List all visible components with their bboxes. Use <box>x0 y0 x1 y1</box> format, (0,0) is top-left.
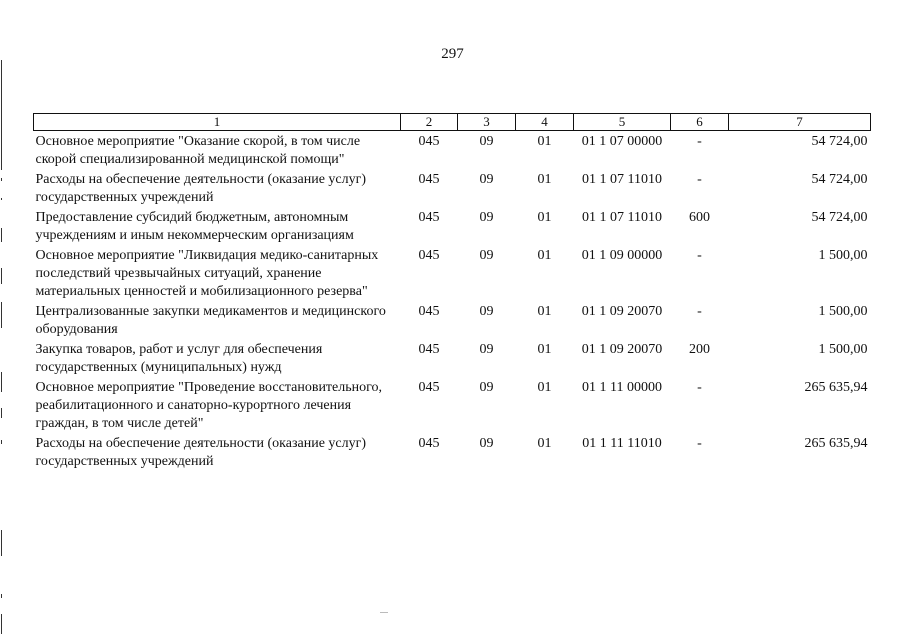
row-pr: 01 <box>537 134 552 149</box>
row-vr: - <box>697 134 702 149</box>
header-cell-3: 3 <box>458 114 516 131</box>
table-row <box>34 377 871 433</box>
table-header <box>34 114 871 131</box>
row-csr: 01 1 07 11010 <box>582 172 662 187</box>
scan-artifact <box>380 612 388 613</box>
row-csr: 01 1 11 11010 <box>582 436 662 451</box>
scan-mark <box>1 268 2 284</box>
page-number: 297 <box>441 46 464 62</box>
scan-mark <box>1 372 2 392</box>
row-ved: 045 <box>418 210 440 225</box>
row-csr: 01 1 09 00000 <box>581 248 663 263</box>
scan-mark <box>1 594 2 598</box>
row-sum: 265 635,94 <box>804 436 868 451</box>
scan-mark <box>1 440 2 444</box>
row-vr: - <box>697 436 702 451</box>
row-csr: 01 1 09 20070 <box>581 342 663 357</box>
row-ved: 045 <box>418 304 440 319</box>
table-row <box>34 339 871 377</box>
header-cell-1: 1 <box>34 114 401 131</box>
row-name: Предоставление субсидий бюджетным, автономным учреждениям и иным некоммерческим организациям <box>35 210 354 243</box>
row-ved: 045 <box>418 248 440 263</box>
row-name: Основное мероприятие "Оказание скорой, в том числе скорой специализированной медицинской помощи" <box>35 134 361 167</box>
scan-mark <box>1 228 2 242</box>
row-name: Расходы на обеспечение деятельности (оказание услуг) государственных учреждений <box>35 436 367 469</box>
row-rz: 09 <box>479 172 494 187</box>
table-row <box>34 131 871 170</box>
row-pr: 01 <box>537 436 552 451</box>
scan-mark <box>1 408 2 418</box>
table-row <box>34 433 871 471</box>
header-cell-2: 2 <box>401 114 458 131</box>
row-csr: 01 1 07 00000 <box>581 134 663 149</box>
row-ved: 045 <box>418 436 440 451</box>
row-name: Основное мероприятие "Ликвидация медико-санитарных последствий чрезвычайных ситуаций, хранение материальных ценностей и мобилизационного резерва" <box>35 248 379 299</box>
row-sum: 54 724,00 <box>811 210 868 225</box>
row-rz: 09 <box>479 134 494 149</box>
row-ved: 045 <box>418 172 440 187</box>
scan-mark <box>1 530 2 556</box>
row-vr: - <box>697 172 702 187</box>
header-cell-6: 6 <box>671 114 729 131</box>
row-name: Закупка товаров, работ и услуг для обеспечения государственных (муниципальных) нужд <box>35 342 323 375</box>
scan-mark <box>1 614 2 634</box>
row-name: Основное мероприятие "Проведение восстановительного, реабилитационного и санаторно-курортного лечения граждан, в том числе детей" <box>35 380 383 431</box>
header-cell-7: 7 <box>729 114 871 131</box>
row-name: Расходы на обеспечение деятельности (оказание услуг) государственных учреждений <box>35 172 367 205</box>
row-sum: 265 635,94 <box>804 380 868 395</box>
row-rz: 09 <box>479 248 494 263</box>
row-vr: 600 <box>689 210 710 225</box>
row-sum: 54 724,00 <box>811 134 868 149</box>
row-vr: - <box>697 248 702 263</box>
scan-mark <box>1 178 2 181</box>
row-sum: 1 500,00 <box>818 304 868 319</box>
row-name: Централизованные закупки медикаментов и медицинского оборудования <box>35 304 386 337</box>
row-ved: 045 <box>418 342 440 357</box>
row-vr: - <box>697 304 702 319</box>
header-cell-5: 5 <box>574 114 671 131</box>
scan-mark <box>1 302 2 328</box>
table-row <box>34 245 871 301</box>
row-csr: 01 1 11 00000 <box>582 380 662 395</box>
row-pr: 01 <box>537 210 552 225</box>
table-body <box>34 131 871 472</box>
budget-table <box>33 113 871 471</box>
header-cell-4: 4 <box>516 114 574 131</box>
row-sum: 1 500,00 <box>818 248 868 263</box>
header-row <box>34 114 871 131</box>
row-vr: - <box>697 380 702 395</box>
row-sum: 1 500,00 <box>818 342 868 357</box>
table-row <box>34 169 871 207</box>
row-ved: 045 <box>418 380 440 395</box>
row-csr: 01 1 09 20070 <box>581 304 663 319</box>
row-rz: 09 <box>479 342 494 357</box>
scan-mark <box>1 60 2 170</box>
table-row <box>34 207 871 245</box>
row-pr: 01 <box>537 342 552 357</box>
row-pr: 01 <box>537 304 552 319</box>
scan-mark <box>1 198 2 200</box>
row-pr: 01 <box>537 172 552 187</box>
row-pr: 01 <box>537 248 552 263</box>
row-ved: 045 <box>418 134 440 149</box>
row-rz: 09 <box>479 304 494 319</box>
row-csr: 01 1 07 11010 <box>582 210 662 225</box>
row-pr: 01 <box>537 380 552 395</box>
row-rz: 09 <box>479 210 494 225</box>
row-rz: 09 <box>479 436 494 451</box>
row-sum: 54 724,00 <box>811 172 868 187</box>
row-vr: 200 <box>689 342 710 357</box>
table-row <box>34 301 871 339</box>
scan-margin-marks <box>0 0 6 640</box>
row-rz: 09 <box>479 380 494 395</box>
